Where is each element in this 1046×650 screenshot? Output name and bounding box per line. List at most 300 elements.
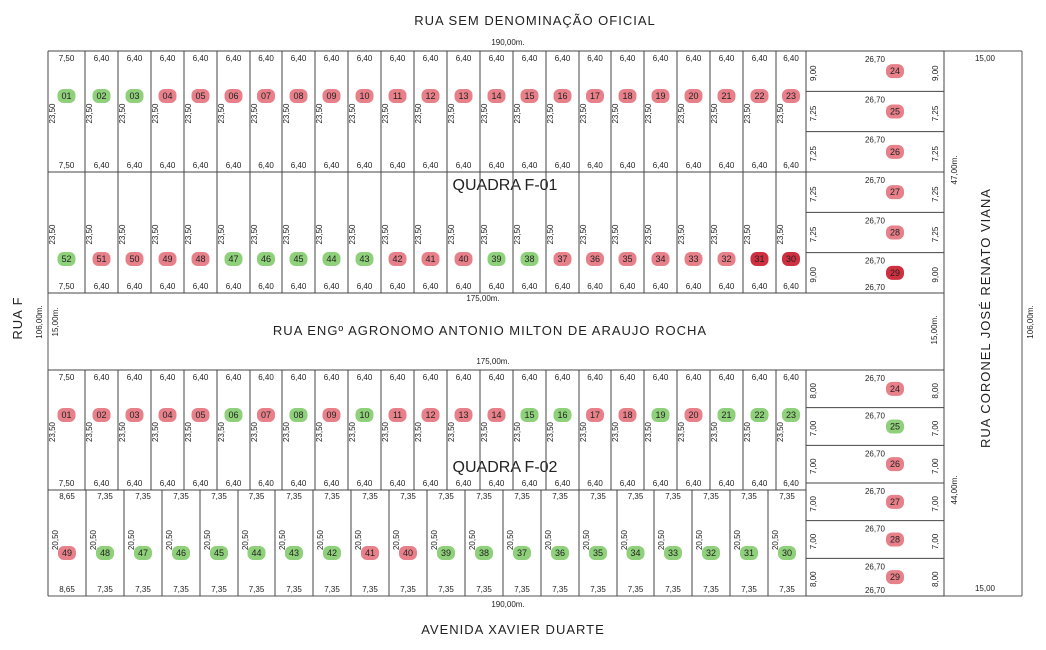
f01-top-width-bottom: 6,40 <box>126 161 143 170</box>
f02-top-lot-number: 05 <box>195 410 206 420</box>
f01-top-width-top: 6,40 <box>323 54 340 63</box>
f02-top-lot-number: 13 <box>458 410 469 420</box>
f01-bottom-depth: 23,50 <box>611 224 620 245</box>
f02-top-lot-number: 23 <box>785 410 797 420</box>
quadra-f02-title: QUADRA F-02 <box>452 459 558 476</box>
f01-top-depth: 23,50 <box>644 103 653 124</box>
f01-top-depth: 23,50 <box>48 103 57 124</box>
f02-bottom-width-top: 7,35 <box>627 492 644 501</box>
f01-bottom-width-bottom: 6,40 <box>356 282 373 291</box>
f01-bottom-lot-number: 38 <box>524 254 535 264</box>
f02-bottom-lot-number: 48 <box>99 548 111 558</box>
f01-bottom-width-bottom: 6,40 <box>619 282 636 291</box>
f02-bottom-width-bottom: 7,35 <box>665 585 681 594</box>
f02-top-depth: 23,50 <box>315 421 324 443</box>
f02-top-width-bottom: 6,40 <box>554 479 571 488</box>
f01-top-depth: 23,50 <box>315 103 324 124</box>
f02-top-depth: 23,50 <box>579 421 588 443</box>
f02-bottom-width-top: 7,35 <box>400 492 416 501</box>
f02-top-lot-number: 16 <box>557 410 568 420</box>
dim-mid-top: 175,00m. <box>466 294 500 303</box>
f01-top-lot-number: 17 <box>589 91 601 101</box>
f01-bottom-depth: 23,50 <box>48 224 57 245</box>
f02-top-width-bottom: 6,40 <box>521 479 538 488</box>
f01-top-lot-number: 14 <box>491 91 502 101</box>
f02-bottom-width-bottom: 7,35 <box>779 585 795 594</box>
f02-side-lot-number: 25 <box>889 421 901 432</box>
f01-top-depth: 23,50 <box>184 103 193 124</box>
f02-top-depth: 23,50 <box>480 421 489 443</box>
f01-top-lot-number: 03 <box>129 91 140 101</box>
f02-bottom-lot-number: 30 <box>781 548 793 558</box>
f01-top-width-bottom: 6,40 <box>718 161 735 170</box>
f02-bottom-width-bottom: 7,35 <box>514 585 530 594</box>
f02-bottom-width-bottom: 7,35 <box>741 585 757 594</box>
f02-top-width-bottom: 6,40 <box>258 479 274 488</box>
f02-bottom-width-bottom: 7,35 <box>248 585 265 594</box>
f02-bottom-depth: 20,50 <box>165 529 174 551</box>
f01-bottom-width-bottom: 6,40 <box>587 282 603 291</box>
f02-top-width-bottom: 6,40 <box>356 479 373 488</box>
f01-top-depth: 23,50 <box>85 103 94 124</box>
f01-bottom-width-bottom: 6,40 <box>225 282 242 291</box>
f02-bottom-lot-number: 46 <box>175 548 187 558</box>
f02-top-width-top: 6,40 <box>356 373 373 382</box>
f01-bottom-lot-number: 49 <box>162 254 173 264</box>
f01-bottom-lot-number: 34 <box>655 254 666 264</box>
f01-top-lot-number: 02 <box>96 91 107 101</box>
f01-bottom-width-bottom: 6,40 <box>422 282 439 291</box>
f02-top-width-bottom: 6,40 <box>93 479 110 488</box>
f01-top-width-top: 6,40 <box>258 54 274 63</box>
f02-top-depth: 23,50 <box>118 421 127 443</box>
f01-side-width: 26,70 <box>864 95 886 105</box>
f02-top-width-top: 6,40 <box>422 373 439 382</box>
f02-side-height-left: 8,00 <box>809 571 818 587</box>
f02-bottom-depth: 20,50 <box>544 529 553 551</box>
f02-top-width-top: 6,40 <box>159 373 176 382</box>
f02-side-height-left: 7,00 <box>809 533 818 550</box>
f01-bottom-width-bottom: 6,40 <box>751 282 768 291</box>
f02-top-width-top: 6,40 <box>192 373 209 382</box>
f02-top-width-top: 6,40 <box>685 373 702 382</box>
f01-bottom-lot-number: 32 <box>721 254 732 264</box>
f01-side-height-right: 7,25 <box>931 146 940 162</box>
f01-top-width-bottom: 6,40 <box>258 161 274 170</box>
f02-top-depth: 23,50 <box>644 421 653 443</box>
f01-top-width-bottom: 6,40 <box>587 161 603 170</box>
f02-top-depth: 23,50 <box>743 421 752 443</box>
f01-side-width: 26,70 <box>864 216 886 226</box>
f01-top-depth: 23,50 <box>743 103 752 124</box>
f02-bottom-width-top: 7,35 <box>135 492 151 501</box>
f02-top-depth: 23,50 <box>282 421 291 443</box>
f02-bottom-lot-number: 36 <box>554 548 566 558</box>
f02-top-depth: 23,50 <box>381 421 390 443</box>
f01-bottom-depth: 23,50 <box>414 224 423 245</box>
f01-top-lot-number: 06 <box>228 91 239 101</box>
street-left: RUA F <box>10 296 25 340</box>
f01-top-depth: 23,50 <box>447 103 456 124</box>
f01-top-width-bottom: 6,40 <box>783 161 799 170</box>
f02-bottom-width-top: 7,35 <box>173 492 189 501</box>
f01-top-width-top: 6,40 <box>587 54 603 63</box>
f01-top-depth: 23,50 <box>381 103 390 124</box>
f02-bottom-width-top: 7,35 <box>438 492 454 501</box>
f02-bottom-depth: 20,50 <box>354 529 363 551</box>
f02-top-lot-number: 03 <box>129 410 140 420</box>
f02-bottom-width-top: 7,35 <box>741 492 757 501</box>
f01-side-height-right: 7,25 <box>931 186 940 202</box>
f02-bottom-width-bottom: 7,35 <box>552 585 568 594</box>
dim-bottom-total: 190,00m. <box>491 600 525 609</box>
f01-bottom-lot-number: 46 <box>260 254 272 264</box>
f01-top-depth: 23,50 <box>348 103 357 124</box>
f01-bottom-depth: 23,50 <box>677 224 686 245</box>
f02-top-width-bottom: 6,40 <box>587 479 603 488</box>
f02-top-depth: 23,50 <box>348 421 357 443</box>
f01-top-width-bottom: 6,40 <box>455 161 472 170</box>
f02-bottom-width-top: 7,35 <box>590 492 606 501</box>
f01-top-depth: 23,50 <box>677 103 686 124</box>
f01-bottom-width-bottom: 6,40 <box>389 282 406 291</box>
f02-bottom-lot-number: 42 <box>326 548 338 558</box>
f01-side-height-right: 7,25 <box>931 226 940 243</box>
dim-corner-bottom: 15,00 <box>974 584 996 593</box>
f01-bottom-lot-number: 41 <box>425 254 436 264</box>
f02-bottom-depth: 20,50 <box>733 529 742 551</box>
f01-top-lot-number: 01 <box>61 91 72 101</box>
f02-top-depth: 23,50 <box>414 421 423 443</box>
f01-side-lot-number: 26 <box>889 146 901 157</box>
f02-top-lot-number: 04 <box>162 410 173 420</box>
f01-top-width-top: 6,40 <box>126 54 143 63</box>
f01-top-lot-number: 18 <box>622 91 633 101</box>
f01-bottom-width-bottom: 6,40 <box>455 282 472 291</box>
f02-top-lot-number: 01 <box>61 410 72 420</box>
f01-top-width-top: 6,40 <box>290 54 307 63</box>
f02-bottom-lot-number: 38 <box>478 548 490 558</box>
f01-bottom-lot-number: 36 <box>589 254 601 264</box>
f01-top-width-top: 6,40 <box>356 54 373 63</box>
f02-top-width-bottom: 6,40 <box>619 479 636 488</box>
f01-bottom-lot-number: 44 <box>326 254 337 264</box>
f01-bottom-depth: 23,50 <box>217 224 226 245</box>
f02-top-depth: 23,50 <box>677 421 686 443</box>
f01-side-width: 26,70 <box>864 135 886 145</box>
f01-bottom-width-bottom: 6,40 <box>323 282 340 291</box>
f02-side-height-left: 7,00 <box>809 458 818 474</box>
f02-top-lot-number: 15 <box>524 410 535 420</box>
f02-top-width-bottom: 7,50 <box>58 479 75 488</box>
f02-side-lot-number: 26 <box>889 459 901 470</box>
f01-top-lot-number: 09 <box>326 91 337 101</box>
dim-mid-bottom: 175,00m. <box>476 357 510 366</box>
dim-right-q2: 44,00m. <box>950 475 959 505</box>
f02-top-width-top: 7,50 <box>58 373 75 382</box>
f02-bottom-width-bottom: 8,65 <box>59 585 75 594</box>
f02-bottom-width-top: 7,35 <box>476 492 492 501</box>
f01-bottom-lot-number: 31 <box>754 254 765 264</box>
f01-top-depth: 23,50 <box>480 103 489 124</box>
f02-bottom-width-bottom: 7,35 <box>476 585 492 594</box>
f01-bottom-lot-number: 51 <box>96 254 107 264</box>
f02-bottom-width-top: 7,35 <box>665 492 681 501</box>
f02-side-height-right: 7,00 <box>931 533 940 550</box>
f01-bottom-lot-number: 42 <box>392 254 403 264</box>
f01-bottom-width-bottom: 6,40 <box>685 282 702 291</box>
f02-top-lot-number: 22 <box>754 410 765 420</box>
f01-top-lot-number: 13 <box>458 91 469 101</box>
f02-top-width-bottom: 6,40 <box>718 479 735 488</box>
f02-bottom-width-bottom: 7,35 <box>362 585 378 594</box>
f01-bottom-width-bottom: 6,40 <box>652 282 669 291</box>
f01-top-width-bottom: 6,40 <box>323 161 340 170</box>
f02-bottom-lot-number: 39 <box>440 548 452 558</box>
f01-bottom-width-bottom: 6,40 <box>126 282 143 291</box>
f02-top-depth: 23,50 <box>250 421 259 443</box>
f01-top-width-bottom: 6,40 <box>554 161 571 170</box>
f02-top-depth: 23,50 <box>447 421 456 443</box>
f02-top-width-bottom: 6,40 <box>488 479 505 488</box>
f01-side-width: 26,70 <box>864 176 886 185</box>
f02-side-lot-number: 29 <box>889 572 901 583</box>
f01-top-width-top: 6,40 <box>192 54 209 63</box>
f01-bottom-depth: 23,50 <box>250 224 259 245</box>
f02-bottom-width-bottom: 7,35 <box>173 585 189 594</box>
f02-top-width-bottom: 6,40 <box>323 479 340 488</box>
f02-bottom-lot-number: 49 <box>61 548 73 558</box>
f02-top-width-top: 6,40 <box>587 373 603 382</box>
f01-top-lot-number: 16 <box>557 91 568 101</box>
f02-side-height-right: 7,00 <box>931 496 940 512</box>
f01-bottom-lot-number: 39 <box>491 254 502 264</box>
f01-top-lot-number: 10 <box>359 91 370 101</box>
f01-top-width-top: 6,40 <box>389 54 406 63</box>
f01-bottom-width-bottom: 7,50 <box>58 282 75 291</box>
f01-bottom-lot-number: 35 <box>622 254 633 264</box>
street-top: RUA SEM DENOMINAÇÃO OFICIAL <box>414 13 656 28</box>
f02-bottom-width-bottom: 7,35 <box>627 585 644 594</box>
f02-bottom-depth: 20,50 <box>278 529 287 551</box>
f01-bottom-depth: 23,50 <box>776 224 785 245</box>
f02-bottom-lot-number: 43 <box>288 548 300 558</box>
f01-top-depth: 23,50 <box>282 103 291 124</box>
dim-right-q1: 47,00m. <box>950 155 959 185</box>
street-middle: RUA ENGº AGRONOMO ANTONIO MILTON DE ARAUJO ROCHA <box>272 323 708 338</box>
f02-top-lot-number: 14 <box>491 410 502 420</box>
f01-bottom-depth: 23,50 <box>480 224 489 245</box>
f02-side-height-right: 8,00 <box>931 571 940 587</box>
f01-top-width-top: 6,40 <box>718 54 735 63</box>
dim-left-total: 106,00m. <box>35 305 44 339</box>
f01-bottom-depth: 23,50 <box>184 224 193 245</box>
f01-bottom-depth: 23,50 <box>381 224 390 245</box>
f01-bottom-lot-number: 30 <box>785 254 797 264</box>
dim-right-total: 106,00m. <box>1026 305 1035 339</box>
f01-side-height-left: 9,00 <box>809 65 818 81</box>
f01-bottom-lot-number: 47 <box>228 254 239 264</box>
f02-top-lot-number: 20 <box>688 410 699 420</box>
f02-bottom-width-bottom: 7,35 <box>286 585 302 594</box>
f01-top-width-bottom: 6,40 <box>290 161 307 170</box>
f02-top-lot-number: 07 <box>260 410 272 420</box>
f02-bottom-depth: 20,50 <box>89 529 98 551</box>
f01-top-width-top: 6,40 <box>685 54 702 63</box>
f02-side-width: 26,70 <box>864 524 886 534</box>
f01-side-height-left: 9,00 <box>809 267 818 283</box>
f01-top-depth: 23,50 <box>217 103 226 124</box>
f01-top-width-top: 6,40 <box>225 54 242 63</box>
f02-bottom-depth: 20,50 <box>506 529 515 551</box>
f02-top-width-bottom: 6,40 <box>290 479 307 488</box>
f02-bottom-depth: 20,50 <box>582 529 591 551</box>
f02-bottom-width-bottom: 7,35 <box>97 585 113 594</box>
f02-side-width: 26,70 <box>864 374 886 383</box>
f02-top-width-top: 6,40 <box>455 373 472 382</box>
f01-top-lot-number: 19 <box>655 91 666 101</box>
f01-top-width-top: 6,40 <box>751 54 768 63</box>
f01-bottom-width-bottom: 6,40 <box>521 282 538 291</box>
f02-bottom-width-top: 7,35 <box>552 492 568 501</box>
f01-bottom-depth: 23,50 <box>579 224 588 245</box>
f02-top-width-bottom: 6,40 <box>751 479 768 488</box>
dim-left-street: 15,00m. <box>51 307 60 337</box>
f02-top-width-bottom: 6,40 <box>389 479 406 488</box>
f02-top-depth: 23,50 <box>217 421 226 443</box>
f01-top-lot-number: 08 <box>293 91 304 101</box>
f01-top-width-bottom: 6,40 <box>685 161 702 170</box>
f01-top-lot-number: 04 <box>162 91 173 101</box>
f01-bottom-width-bottom: 6,40 <box>290 282 307 291</box>
f02-bottom-width-bottom: 7,35 <box>590 585 606 594</box>
f02-top-depth: 23,50 <box>151 421 160 443</box>
f02-bottom-width-bottom: 7,35 <box>211 585 227 594</box>
f01-top-width-top: 6,40 <box>455 54 472 63</box>
f02-side-width: 26,70 <box>864 562 886 572</box>
f02-top-width-top: 6,40 <box>521 373 538 382</box>
f02-bottom-depth: 20,50 <box>316 529 325 551</box>
f01-side-height-right: 9,00 <box>931 267 940 283</box>
f02-bottom-width-top: 7,35 <box>286 492 302 501</box>
f01-bottom-width-bottom: 6,40 <box>718 282 735 291</box>
f01-bottom-lot-number: 40 <box>458 254 469 264</box>
f01-top-width-bottom: 6,40 <box>389 161 406 170</box>
f01-top-width-bottom: 6,40 <box>619 161 636 170</box>
f02-top-lot-number: 19 <box>655 410 666 420</box>
f02-bottom-lot-number: 34 <box>630 548 641 558</box>
dim-top-total: 190,00m. <box>491 38 525 47</box>
f01-bottom-lot-number: 52 <box>61 254 72 264</box>
f01-top-depth: 23,50 <box>250 103 259 124</box>
f02-bottom-lot-number: 33 <box>667 548 679 558</box>
f02-bottom-lot-number: 41 <box>364 548 376 558</box>
f02-top-width-top: 6,40 <box>751 373 768 382</box>
f01-top-lot-number: 22 <box>754 91 765 101</box>
f01-top-lot-number: 23 <box>785 91 797 101</box>
street-right: RUA CORONEL JOSÉ RENATO VIANA <box>978 188 993 448</box>
f01-top-lot-number: 07 <box>260 91 272 101</box>
f01-side-lot-number: 24 <box>889 66 901 77</box>
f01-top-width-bottom: 6,40 <box>652 161 669 170</box>
f01-top-width-bottom: 6,40 <box>192 161 209 170</box>
f01-top-width-top: 7,50 <box>58 54 75 63</box>
f02-bottom-width-top: 8,65 <box>59 492 75 501</box>
f02-bottom-lot-number: 45 <box>213 548 225 558</box>
f01-top-width-top: 6,40 <box>93 54 110 63</box>
f02-bottom-width-bottom: 7,35 <box>400 585 416 594</box>
f02-top-width-bottom: 6,40 <box>225 479 242 488</box>
f02-top-width-top: 6,40 <box>619 373 636 382</box>
f01-side-height-right: 7,25 <box>931 105 940 122</box>
f01-top-width-top: 6,40 <box>159 54 176 63</box>
f01-side-width: 26,70 <box>864 256 886 266</box>
f01-bottom-depth: 23,50 <box>118 224 127 245</box>
f01-side-height-right: 9,00 <box>931 65 940 81</box>
f02-bottom-depth: 20,50 <box>203 529 212 551</box>
f02-top-width-bottom: 6,40 <box>685 479 702 488</box>
f02-side-lot-number: 24 <box>889 383 901 394</box>
f02-side-width: 26,70 <box>864 449 886 459</box>
f01-top-depth: 23,50 <box>776 103 785 124</box>
f02-side-height-left: 8,00 <box>809 383 818 399</box>
f02-top-lot-number: 06 <box>228 410 239 420</box>
f01-bottom-depth: 23,50 <box>546 224 555 245</box>
f01-bottom-width-bottom: 6,40 <box>488 282 505 291</box>
f01-bottom-depth: 23,50 <box>85 224 94 245</box>
f01-top-lot-number: 15 <box>524 91 535 101</box>
f02-top-width-bottom: 6,40 <box>126 479 143 488</box>
f02-top-width-bottom: 6,40 <box>652 479 669 488</box>
f02-top-width-top: 6,40 <box>126 373 143 382</box>
f02-top-width-top: 6,40 <box>290 373 307 382</box>
f02-bottom-depth: 20,50 <box>51 529 60 551</box>
f02-top-lot-number: 11 <box>392 410 403 420</box>
f02-bottom-lot-number: 31 <box>743 548 755 558</box>
f02-bottom-width-bottom: 7,35 <box>135 585 151 594</box>
f01-bottom-depth: 23,50 <box>644 224 653 245</box>
f02-bottom-depth: 20,50 <box>430 529 439 551</box>
f02-top-width-bottom: 6,40 <box>192 479 209 488</box>
f02-top-lot-number: 21 <box>721 410 732 420</box>
f01-bottom-lot-number: 50 <box>129 254 140 264</box>
f02-bottom-depth: 20,50 <box>771 529 780 551</box>
f02-top-width-top: 6,40 <box>554 373 571 382</box>
f01-top-width-bottom: 6,40 <box>751 161 768 170</box>
f02-top-depth: 23,50 <box>85 421 94 443</box>
f01-bottom-depth: 23,50 <box>151 224 160 245</box>
f02-top-width-bottom: 6,40 <box>159 479 176 488</box>
f02-bottom-lot-number: 40 <box>402 548 414 558</box>
f02-top-depth: 23,50 <box>184 421 193 443</box>
f01-top-lot-number: 21 <box>721 91 732 101</box>
f01-top-width-top: 6,40 <box>521 54 538 63</box>
f01-top-width-bottom: 7,50 <box>58 161 75 170</box>
f01-top-depth: 23,50 <box>710 103 719 124</box>
f02-top-width-top: 6,40 <box>488 373 505 382</box>
f01-top-width-top: 6,40 <box>554 54 571 63</box>
f02-bottom-width-bottom: 7,35 <box>438 585 454 594</box>
f02-bottom-lot-number: 37 <box>516 548 528 558</box>
f01-bottom-lot-number: 45 <box>293 254 304 264</box>
f01-side-height-left: 7,25 <box>809 105 818 122</box>
f02-top-lot-number: 10 <box>359 410 370 420</box>
f02-top-width-top: 6,40 <box>652 373 669 382</box>
dim-right-street: 15,00m. <box>930 315 939 345</box>
f02-top-depth: 23,50 <box>611 421 620 443</box>
f02-bottom-lot-number: 47 <box>137 548 149 558</box>
f02-top-width-top: 6,40 <box>323 373 340 382</box>
